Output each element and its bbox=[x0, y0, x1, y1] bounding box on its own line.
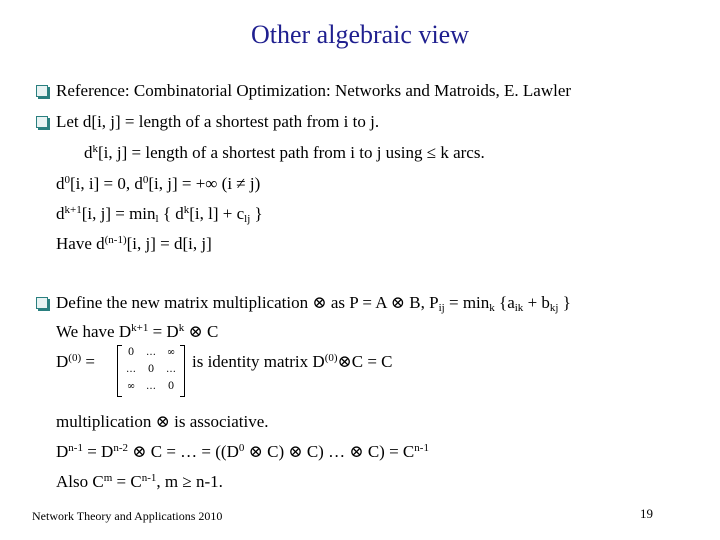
bullet-definition: Let d[i, j] = length of a shortest path from i to j. bbox=[36, 112, 379, 132]
identity-matrix: 0 … ∞ … 0 … ∞ … 0 bbox=[117, 345, 185, 397]
line-associative: multiplication ⊗ is associative. bbox=[56, 412, 269, 431]
line-we-have: We have $D^{k+1} = D^k$ ⊗ C bbox=[56, 322, 219, 341]
bullet-square-icon bbox=[36, 85, 48, 97]
bullet-square-icon bbox=[36, 116, 48, 128]
line-also: Also $C^m = C^{n-1}$, m ≥ n-1. bbox=[56, 472, 223, 491]
footer-text: Network Theory and Applications 2010 bbox=[32, 509, 223, 523]
line-d0-definition: $d^0[i$, i] = 0, $d^0[i$, j] = +∞ (i ≠ j) bbox=[56, 174, 261, 193]
bullet-matrix-multiplication: Define the new matrix multiplication ⊗ as P = A ⊗ B, $P_{ij} = \min_k \{a_{ik} + b_{kj}$ } bbox=[36, 293, 571, 313]
slide-title: Other algebraic view bbox=[250, 20, 469, 49]
page-number: 19 bbox=[640, 506, 653, 521]
line-d0-label: $D^{(0)}$ = bbox=[56, 352, 95, 371]
bullet-square-icon bbox=[36, 297, 48, 309]
bullet-reference: Reference: Combinatorial Optimization: Networks and Matroids, E. Lawler bbox=[36, 81, 571, 101]
line-identity: is identity matrix $D^{(0)}\otimes C = C$ bbox=[192, 352, 393, 371]
line-dk-definition: $d^k[i$, j] = length of a shortest path from i to j using ≤ k arcs. bbox=[84, 143, 485, 162]
line-power-expansion: $D^{n-1} = D^{n-2}$ ⊗ C = … = (($D^0$ ⊗ C) ⊗ C) … ⊗ $C) = C^{n-1}$ bbox=[56, 442, 429, 461]
line-recurrence: $d^{k+1}[i$, $j] = \min_l$ { $d^k[i$, $l] + c_{lj}$ } bbox=[56, 204, 263, 225]
line-have: Have $d^{(n-1)}[i$, j] = d[i, j] bbox=[56, 234, 212, 253]
